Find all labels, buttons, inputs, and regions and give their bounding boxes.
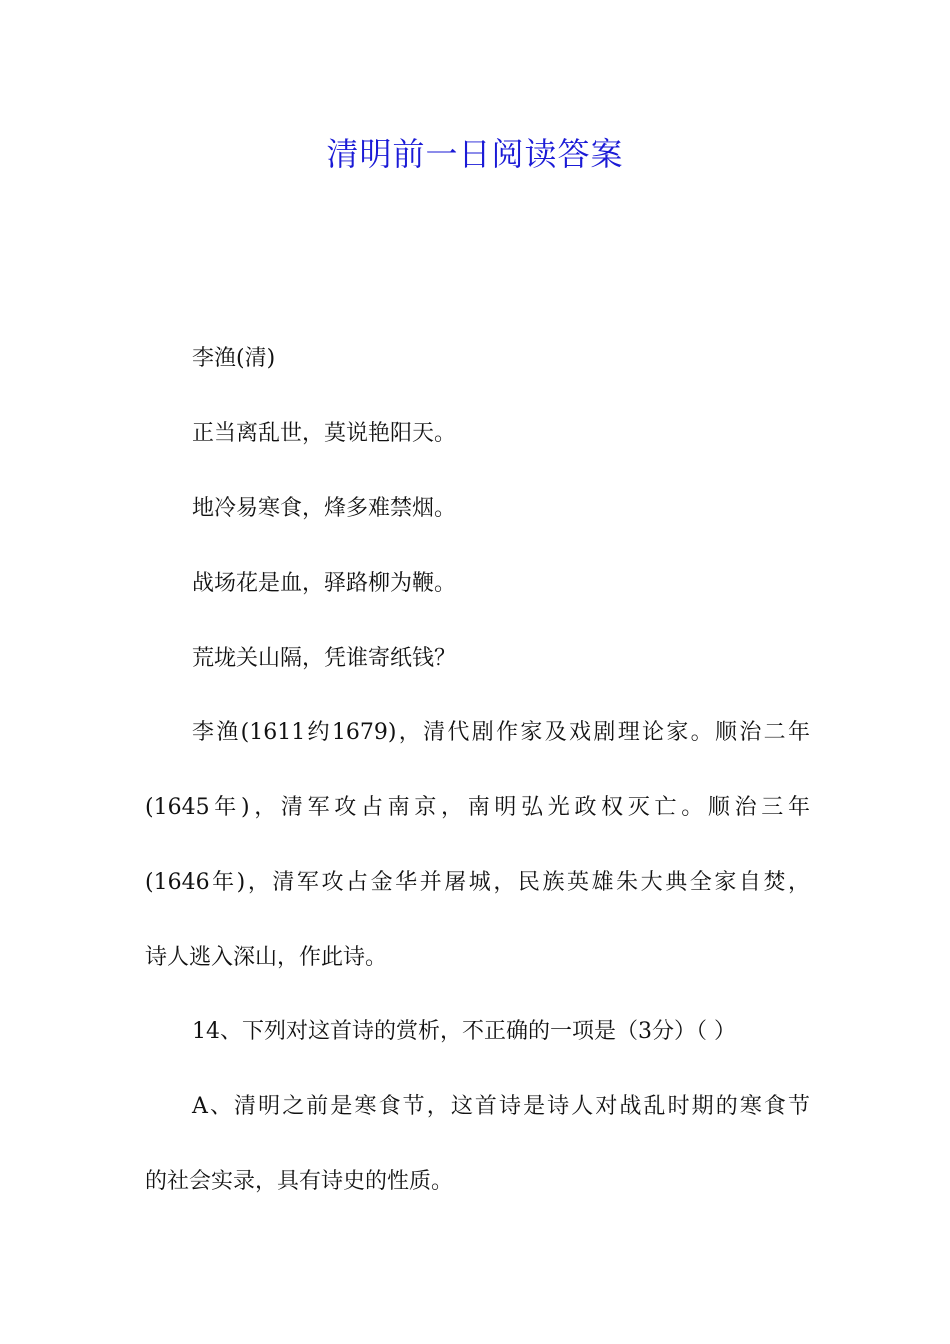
poem-author-line: 李渔(清) xyxy=(192,346,276,371)
background-paragraph-line-3: (1646年)，清军攻占金华并屠城，民族英雄朱大典全家自焚， xyxy=(145,870,810,895)
option-a-line-1: A、清明之前是寒食节，这首诗是诗人对战乱时期的寒食节 xyxy=(192,1094,810,1119)
document-title: 清明前一日阅读答案 xyxy=(326,135,624,173)
poem-line-2: 地冷易寒食，烽多难禁烟。 xyxy=(192,496,457,521)
question-14: 14、下列对这首诗的赏析，不正确的一项是（3分）（ ） xyxy=(192,1019,736,1044)
poem-line-1: 正当离乱世，莫说艳阳天。 xyxy=(192,421,457,446)
background-paragraph-line-2: (1645年)，清军攻占南京，南明弘光政权灭亡。顺治三年 xyxy=(145,795,810,820)
poem-line-4: 荒垅关山隔，凭谁寄纸钱？ xyxy=(192,646,457,671)
background-paragraph-line-4: 诗人逃入深山，作此诗。 xyxy=(145,945,388,970)
background-paragraph-line-1: 李渔(1611约1679)，清代剧作家及戏剧理论家。顺治二年 xyxy=(192,720,810,745)
poem-line-3: 战场花是血，驿路柳为鞭。 xyxy=(192,571,457,596)
option-a-line-2: 的社会实录，具有诗史的性质。 xyxy=(145,1169,454,1194)
